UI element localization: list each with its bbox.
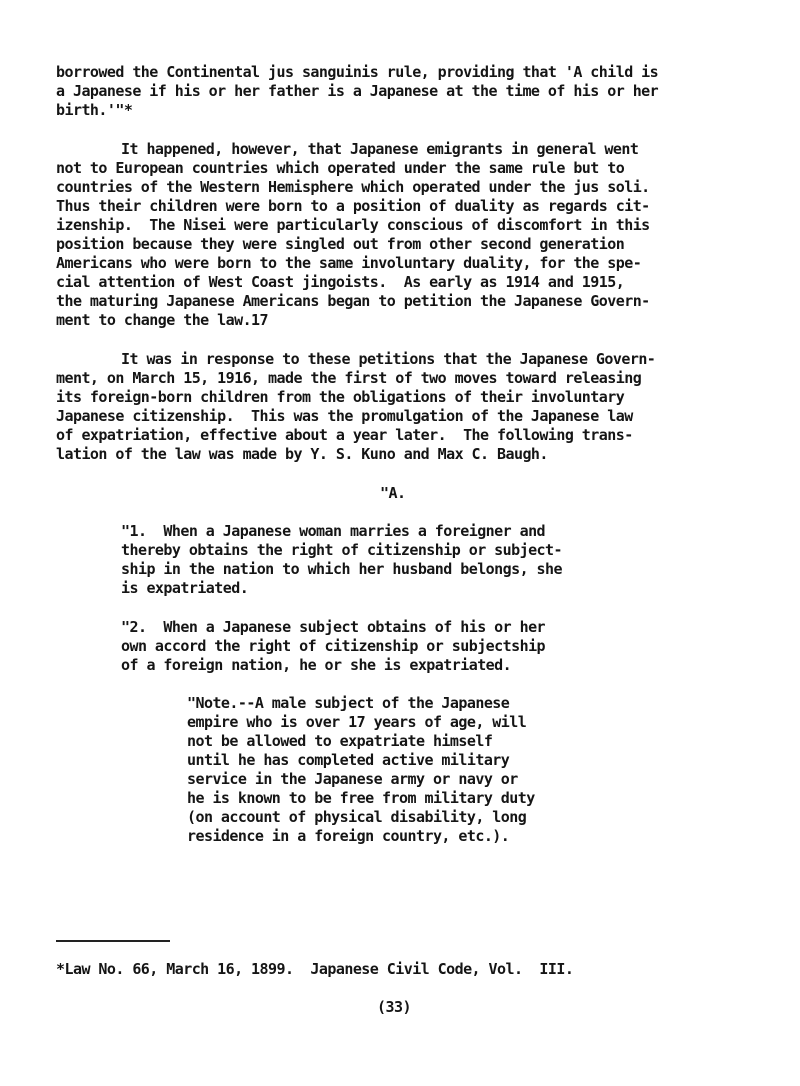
text-line: position because they were singled out from other second generation: [56, 235, 625, 253]
text-line: borrowed the Continental jus sanguinis rule, providing that 'A child is: [56, 63, 659, 81]
text-line: of a foreign nation, he or she is expatriated.: [121, 656, 512, 674]
text-line: thereby obtains the right of citizenship or subject-: [121, 541, 563, 559]
text-line: its foreign-born children from the obligations of their involuntary: [56, 388, 625, 406]
text-line: ment to change the law.17: [56, 311, 269, 329]
text-line: Thus their children were born to a position of duality as regards cit-: [56, 197, 650, 215]
text-line: It was in response to these petitions that the Japanese Govern-: [121, 350, 656, 368]
text-line: until he has completed active military: [187, 751, 510, 769]
text-line: ship in the nation to which her husband belongs, she: [121, 560, 563, 578]
text-line: of expatriation, effective about a year later. The following trans-: [56, 426, 633, 444]
text-line: It happened, however, that Japanese emigrants in general went: [121, 140, 639, 158]
text-line: a Japanese if his or her father is a Japanese at the time of his or her: [56, 82, 659, 100]
text-line: countries of the Western Hemisphere which operated under the jus soli.: [56, 178, 650, 196]
text-line: Americans who were born to the same involuntary duality, for the spe-: [56, 254, 642, 272]
text-line: the maturing Japanese Americans began to petition the Japanese Govern-: [56, 292, 650, 310]
footnote: *Law No. 66, March 16, 1899. Japanese Civil Code, Vol. III.: [56, 960, 574, 978]
text-line: own accord the right of citizenship or subjectship: [121, 637, 546, 655]
page-number: (33): [377, 998, 411, 1016]
text-line: birth.'"*: [56, 101, 133, 119]
text-line: izenship. The Nisei were particularly conscious of discomfort in this: [56, 216, 650, 234]
footnote-divider: [56, 940, 170, 942]
text-line: Japanese citizenship. This was the promulgation of the Japanese law: [56, 407, 633, 425]
text-line: residence in a foreign country, etc.).: [187, 827, 510, 845]
text-line: not be allowed to expatriate himself: [187, 732, 493, 750]
text-line: he is known to be free from military duty: [187, 789, 535, 807]
text-line: "1. When a Japanese woman marries a foreigner and: [121, 522, 546, 540]
text-line: not to European countries which operated under the same rule but to: [56, 159, 625, 177]
text-line: service in the Japanese army or navy or: [187, 770, 518, 788]
text-line: cial attention of West Coast jingoists. As early as 1914 and 1915,: [56, 273, 625, 291]
text-line: (on account of physical disability, long: [187, 808, 527, 826]
text-line: lation of the law was made by Y. S. Kuno and Max C. Baugh.: [56, 445, 548, 463]
text-line: ment, on March 15, 1916, made the first of two moves toward releasing: [56, 369, 642, 387]
text-line: "Note.--A male subject of the Japanese: [187, 694, 510, 712]
text-line: "2. When a Japanese subject obtains of his or her: [121, 618, 546, 636]
section-heading: "A.: [380, 484, 406, 502]
text-line: is expatriated.: [121, 579, 249, 597]
text-line: empire who is over 17 years of age, will: [187, 713, 527, 731]
